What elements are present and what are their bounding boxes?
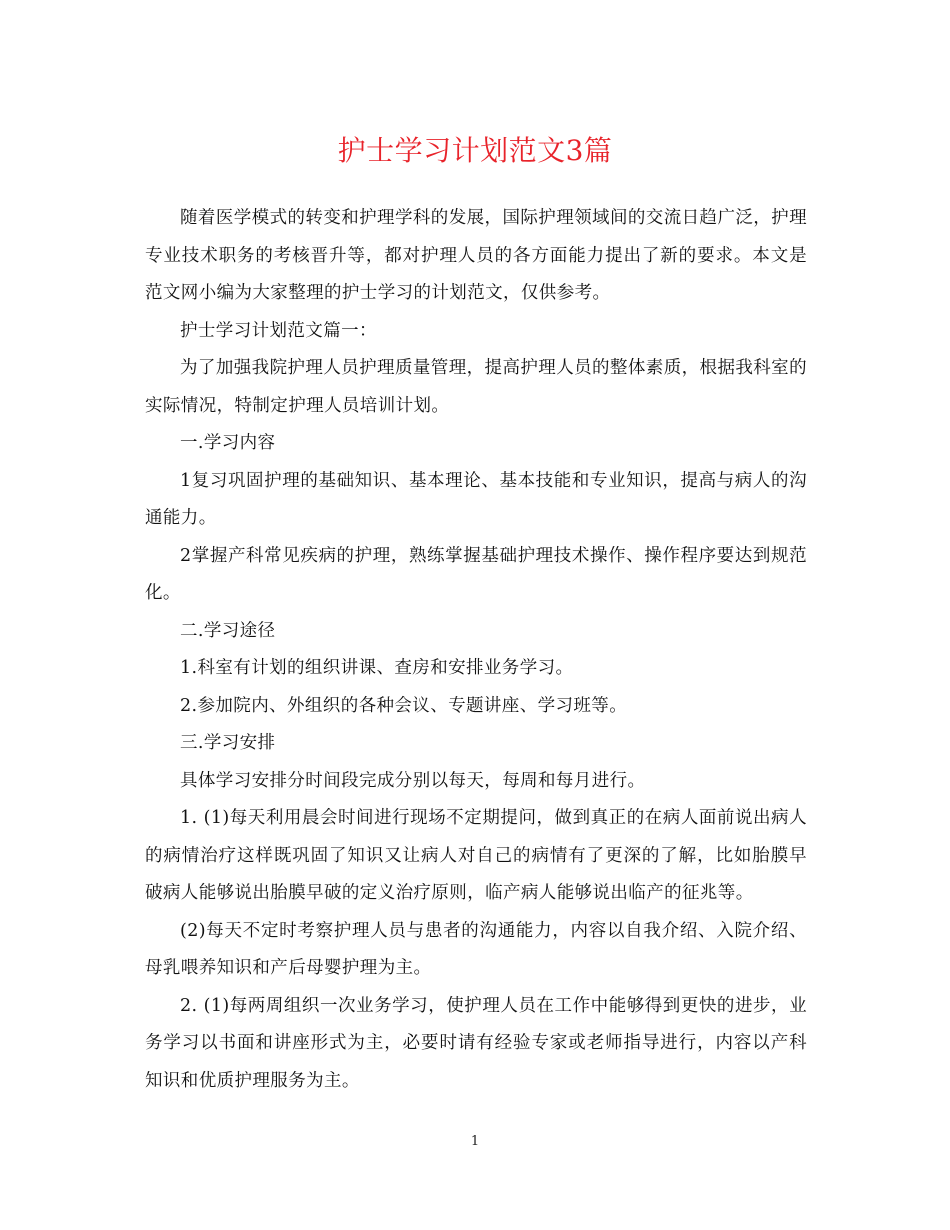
- approach-item-1: 1.科室有计划的组织讲课、查房和安排业务学习。: [180, 658, 574, 678]
- schedule-daily-2: (2)每天不定时考察护理人员与患者的沟通能力，内容以自我介绍、入院介绍、母乳喂养知识和产后母婴护理为主。: [145, 920, 807, 978]
- schedule-daily-1: 1. (1)每天利用晨会时间进行现场不定期提问，做到真正的在病人面前说出病人的病情治疗这样既巩固了知识又让病人对自己的病情有了更深的了解，比如胎膜早破病人能够说出胎膜早破的定义治疗原则，临产病人能够说出临产的征兆等。: [145, 808, 807, 903]
- schedule-summary: 具体学习安排分时间段完成分别以每天，每周和每月进行。: [180, 770, 646, 791]
- document-title: 护士学习计划范文3篇: [337, 134, 613, 167]
- document-body: [145, 200, 807, 1100]
- section-heading-article-one: 护士学习计划范文篇一：: [180, 320, 377, 341]
- heading-study-approach: 二.学习途径: [180, 620, 276, 641]
- heading-study-content: 一.学习内容: [180, 433, 276, 453]
- content-item-1: 1复习巩固护理的基础知识、基本理论、基本技能和专业知识，提高与病人的沟通能力。: [145, 470, 807, 528]
- page-number: 1: [470, 1134, 480, 1149]
- schedule-biweekly-1: 2. (1)每两周组织一次业务学习，使护理人员在工作中能够得到更快的进步，业务学习以书面和讲座形式为主，必要时请有经验专家或老师指导进行，内容以产科知识和优质护理服务为主。: [145, 995, 807, 1091]
- purpose-paragraph: 为了加强我院护理人员护理质量管理，提高护理人员的整体素质，根据我科室的实际情况，特制定护理人员培训计划。: [145, 358, 807, 416]
- heading-study-schedule: 三.学习安排: [180, 733, 276, 753]
- intro-paragraph: 随着医学模式的转变和护理学科的发展，国际护理领域间的交流日趋广泛，护理专业技术职务的考核晋升等，都对护理人员的各方面能力提出了新的要求。本文是范文网小编为大家整理的护士学习的计划范文，仅供参考。: [145, 208, 807, 303]
- approach-item-2: 2.参加院内、外组织的各种会议、专题讲座、学习班等。: [180, 695, 628, 716]
- content-item-2: 2掌握产科常见疾病的护理，熟练掌握基础护理技术操作、操作程序要达到规范化。: [145, 545, 807, 603]
